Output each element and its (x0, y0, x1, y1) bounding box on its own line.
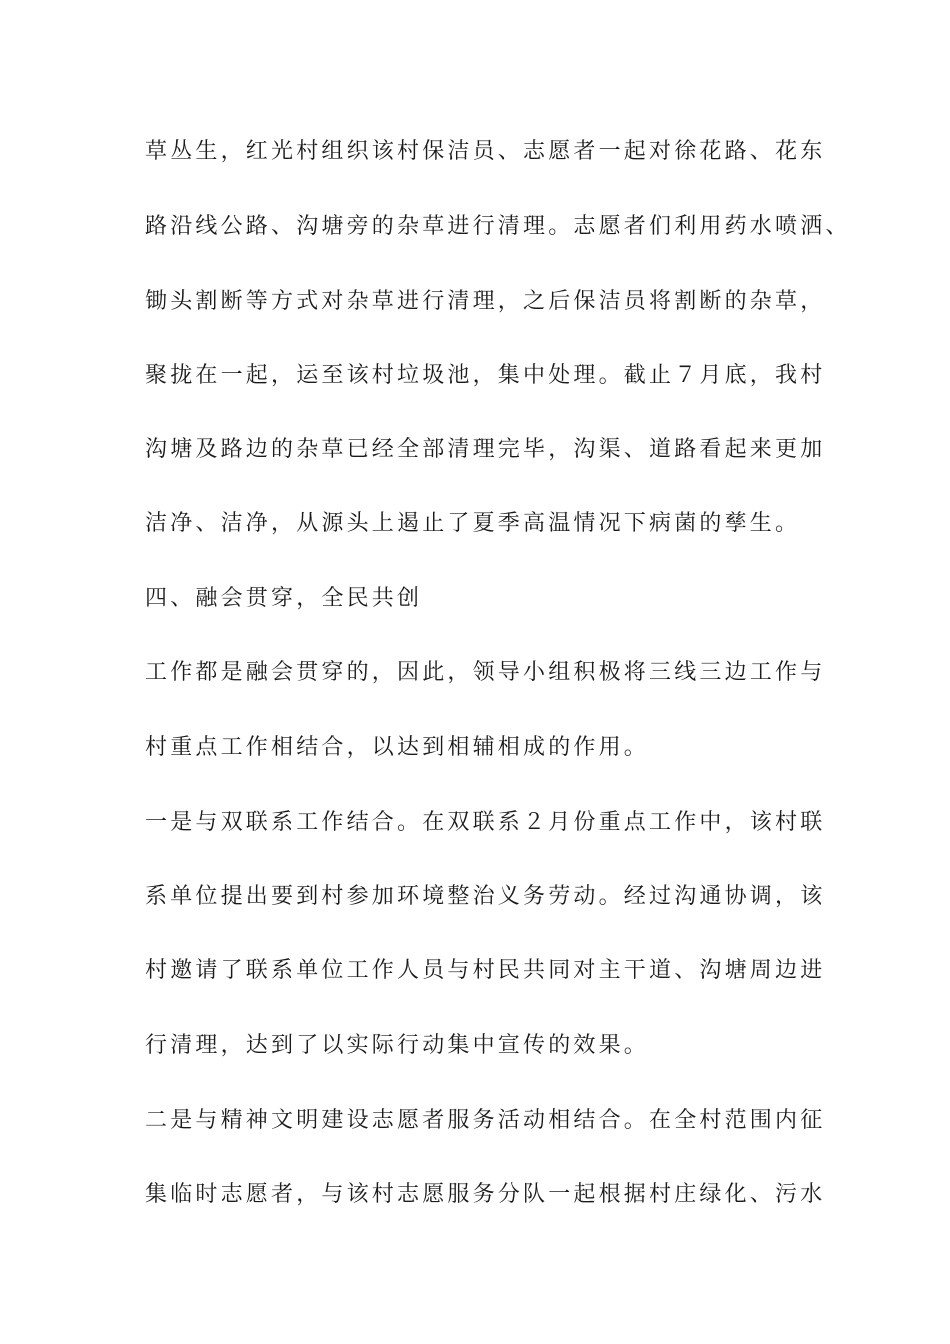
text-line: 沟塘及路边的杂草已经全部清理完毕，沟渠、道路看起来更加 (145, 437, 826, 462)
text-line: 村邀请了联系单位工作人员与村民共同对主干道、沟塘周边进 (145, 958, 826, 983)
text-line: 集临时志愿者，与该村志愿服务分队一起根据村庄绿化、污水 (145, 1182, 826, 1207)
text-line: 村重点工作相结合，以达到相辅相成的作用。 (145, 735, 650, 760)
text-line: 路沿线公路、沟塘旁的杂草进行清理。志愿者们利用药水喷洒、 (145, 214, 851, 239)
text-line: 聚拢在一起，运至该村垃圾池，集中处理。截止７月底，我村 (145, 363, 826, 388)
text-line: 草丛生，红光村组织该村保洁员、志愿者一起对徐花路、花东 (145, 139, 826, 164)
section-heading: 四、融会贯穿，全民共创 (145, 586, 423, 611)
text-line: 二是与精神文明建设志愿者服务活动相结合。在全村范围内征 (145, 1108, 826, 1133)
text-line: 系单位提出要到村参加环境整治义务劳动。经过沟通协调，该 (145, 884, 826, 909)
text-line: 一是与双联系工作结合。在双联系２月份重点工作中，该村联 (145, 810, 826, 835)
text-line: 工作都是融会贯穿的，因此，领导小组积极将三线三边工作与 (145, 660, 826, 685)
text-line: 行清理，达到了以实际行动集中宣传的效果。 (145, 1033, 650, 1058)
text-line: 锄头割断等方式对杂草进行清理，之后保洁员将割断的杂草， (145, 289, 826, 314)
text-line: 洁净、洁净，从源头上遏止了夏季高温情况下病菌的孳生。 (145, 511, 801, 536)
